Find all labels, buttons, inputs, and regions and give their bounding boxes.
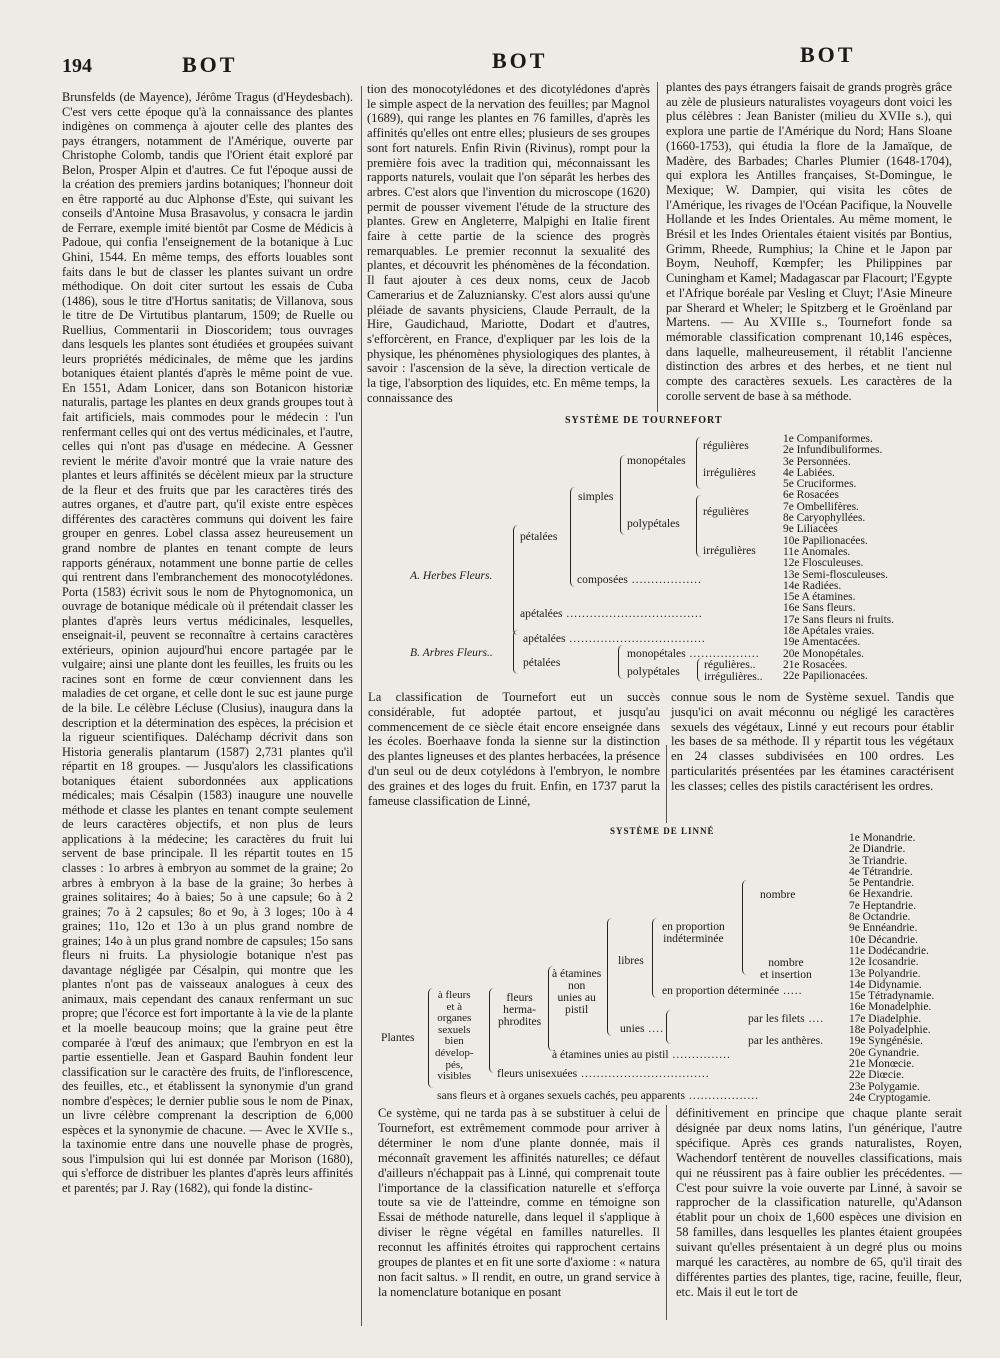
label-libres: libres xyxy=(618,954,644,967)
brace-unies xyxy=(666,1010,671,1044)
brace-herbes xyxy=(513,525,518,635)
linne-class-24: 24e Cryptogamie. xyxy=(849,1091,931,1104)
tournefort-class-7: 7e Ombellifères. xyxy=(783,500,859,513)
label-en-prop-indet: en proportion indéterminée xyxy=(662,920,725,945)
tournefort-class-13: 13e Semi-flosculeuses. xyxy=(783,568,889,581)
linne-class-14: 14e Didynamie. xyxy=(849,978,922,991)
mid-left-text: La classification de Tournefort eut un succès considérable, fut adoptée partout, et jusqu'au commencement de ce siècle était encore enseignée dans les écoles. Boerhaave fonda la sienne sur la distinction des plantes ligneuses et des plantes herbacées, la présence d'un seul ou de deux cotylédons à l'embryon, le nombre des graines et des loges du fruit. Enfin, en 1737 parut la fameuse classification de Linné, xyxy=(368,690,660,808)
linne-class-12: 12e Icosandrie. xyxy=(849,956,919,969)
tournefort-class-20: 20e Monopétales. xyxy=(783,647,864,660)
tournefort-classes-list xyxy=(783,434,894,683)
tournefort-class-8: 8e Caryophyllées. xyxy=(783,512,866,525)
apetalees-text: apétalées xyxy=(520,607,563,620)
label-herbes: A. Herbes Fleurs. xyxy=(410,569,493,582)
label-petalees: pétalées xyxy=(520,530,558,543)
label-apetalees: apétalées ................................... xyxy=(520,607,703,620)
label-par-antheres: par les anthères. xyxy=(748,1034,824,1047)
tournefort-title: SYSTÈME DE TOURNEFORT xyxy=(565,415,723,426)
composees-text: composées xyxy=(577,573,628,586)
linne-class-16: 16e Monadelphie. xyxy=(849,1001,932,1014)
brace-classes-tournefort xyxy=(776,437,780,681)
column-2-text: tion des monocotylédones et des dicotylédones d'après le simple aspect de la nervation des feuilles; par Magnol (1689), qui range les plantes en 76 familles, d'après les affinités qu'elles ont entre elles; plusieurs de ses groupes sont fort naturels. Enfin Rivin (Rivinus), rompt pour la première fois avec la tradition qui, méconnaissant les rapports naturels, voulait que l'on séparât les herbes des arbres. C'est alors que l'invention du microscope (1620) permit de pousser vivement l'étude de la structure des plantes. Grew en Angleterre, Malpighi en Italie firent faire à cette partie de la science des progrès remarquables. Le premier reconnut la sexualité des plantes, et découvrit les phénomènes de la fécondation. Il faut ajouter à ces deux noms, ceux de Jacob Camerarius et de Zaluzniansky. C'est alors aussi qu'une pléiade de savants physiciens, Claude Perrault, de la Hire, Gaudichaud, Mariotte, Dodart et d'autres, s'efforcèrent, en France, d'expliquer par les lois de la physique, les phénomènes physiologiques des plantes, à savoir : l'ascension de la sève, la direction verticale de la tige, l'absorption des liquides, etc. En même temps, la connaissance des xyxy=(367,82,650,405)
bottom-left-text: Ce système, qui ne tarda pas à se substituer à celui de Tournefort, est extrêmement commode pour arriver à déterminer le nom d'une plante donnée, mais il méconnaît gravement les affinités naturelles; ce défaut d'ailleurs n'échappait pas à Linné, qui comprenait toute l'importance de la classification naturelle et s'efforça toute sa vie de l'atteindre, comme en témoigne son Essai de méthode naturelle, dans lequel il s'applique à diviser le règne végétal en familles naturelles. Il reconnut les affinités étroites qui rapprochent certains groupes de plantes et en fit une sorte d'axiome : « natura non facit saltus. » Il rendit, en outre, un grand service à la nomenclature botanique en posant xyxy=(378,1106,660,1299)
linne-class-21: 21e Monœcie. xyxy=(849,1057,915,1070)
linne-class-10: 10e Décandrie. xyxy=(849,933,918,946)
linne-class-17: 17e Diadelphie. xyxy=(849,1012,922,1025)
label-regulieres-1: régulières xyxy=(703,439,749,452)
brace-en-prop-indet xyxy=(742,880,747,975)
label-simples: simples xyxy=(578,490,614,503)
label-polypetales: polypétales xyxy=(627,517,680,530)
unies-text: unies xyxy=(620,1022,645,1035)
label-b-polypetales: polypétales xyxy=(627,665,680,678)
brace-b-polypetales xyxy=(697,658,702,682)
tournefort-class-5: 5e Cruciformes. xyxy=(783,478,857,491)
label-a-fleurs: à fleurs et à organes sexuels bien dévelop- pés, visibles xyxy=(435,989,474,1083)
label-monopetales: monopétales xyxy=(627,454,686,467)
sans-fleurs-text: sans fleurs et à organes sexuels cachés, peu apparents xyxy=(437,1089,685,1102)
brace-simples xyxy=(620,455,625,535)
label-par-filets: par les filets .... xyxy=(748,1012,825,1025)
tournefort-class-12: 12e Flosculeuses. xyxy=(783,557,864,570)
linne-class-8: 8e Octandrie. xyxy=(849,911,911,924)
linne-class-3: 3e Triandrie. xyxy=(849,854,908,867)
brace-monopetales xyxy=(696,437,701,489)
label-b-regulieres: régulières.. xyxy=(704,658,756,671)
tournefort-class-17: 17e Sans fleurs ni fruits. xyxy=(783,613,895,626)
label-unies: unies .... xyxy=(620,1022,664,1035)
label-nombre-insertion: nombre et insertion xyxy=(760,956,812,981)
linne-class-18: 18e Polyadelphie. xyxy=(849,1024,931,1037)
linne-class-11: 11e Dodécandrie. xyxy=(849,944,929,957)
tournefort-class-6: 6e Rosacées xyxy=(783,489,839,502)
b-monopetales-text: monopétales xyxy=(627,647,686,660)
linne-class-2: 2e Diandrie. xyxy=(849,843,906,856)
linne-class-1: 1e Monandrie. xyxy=(849,832,916,844)
label-b-monopetales: monopétales .................. xyxy=(627,647,760,660)
brace-polypetales xyxy=(696,495,701,557)
fleurs-unisexuees-text: fleurs unisexuées xyxy=(497,1067,578,1080)
bottom-right-text: définitivement en principe que chaque plante serait désignée par deux noms latins, l'un générique, l'autre spécifique. Après ces grands naturalistes, Royen, Wachendorf tentèrent de nouvelles classifications, mais qui ne réussirent pas à faire oublier les précédentes. — C'est pour suivre la voie ouverte par Linné, à savoir se rapprocher de la classification naturelle, qu'Adanson établit pour un choix de 1,600 espèces une division en 58 familles, dans lesquelles les plantes étaient groupées suivant qu'elles présentaient à un degré plus ou moins marqué les caractères, au nombre de 65, qu'il tirait des différentes parties des plantes, tige, racine, feuille, fleur, etc. Mais il eut le tort de xyxy=(676,1106,962,1299)
column-divider-2 xyxy=(657,82,658,412)
tournefort-class-10: 10e Papilionacées. xyxy=(783,534,868,547)
column-3-text: plantes des pays étrangers faisait de grands progrès grâce au zèle de plusieurs naturalistes voyageurs dont voici les plus célèbres : Jean Banister (milieu du XVIIe s.), qui explora une partie de l'Amérique du Nord; Hans Sloane (1660-1753), qui étudia la flore de la Jamaïque, de Madère, des Barbades; Charles Plumier (1648-1704), qui explora les Antilles françaises, St-Domingue, le Mexique; W. Dampier, qui visita les côtes de l'Amérique, les rivages de l'Océan Pacifique, la Nouvelle Hollande et les Indes Orientales. Au même moment, le Brésil et les Indes Orientales étaient visités par Bontius, Grimm, Rheede, Rumphius; la Chine et le Japon par Boym, Neuhoff, Kœmpfer; les Philippines par Cuningham et Kamel; Madagascar par Flacourt; l'Egypte et l'Afrique boréale par Vesling et Cluyt; l'Asie Mineure par Sherard et Wheler; le Spitzberg et le Groënland par Martens. — Au XVIIIe s., Tournefort fonde sa mémorable classification comprenant 10,146 espèces, dans laquelle, malheureusement, il rétablit l'ancienne distinction des arbres et des herbes, et ne tient nul compte des caractères sexuels. Les caractères de la corolle servent de base à sa méthode. xyxy=(666,80,952,403)
linne-class-22: 22e Diœcie. xyxy=(849,1069,905,1082)
page-number: 194 xyxy=(62,55,92,77)
label-arbres: B. Arbres Fleurs.. xyxy=(410,646,493,659)
b-apetalees-text: apétalées xyxy=(523,632,566,645)
label-regulieres-2: régulières xyxy=(703,505,749,518)
column-divider-1 xyxy=(361,86,362,1326)
brace-plantes xyxy=(428,988,433,1088)
label-b-apetalees: apétalées ................................... xyxy=(523,632,706,645)
label-etamines-unies: à étamines unies au pistil ............... xyxy=(552,1048,731,1061)
linne-class-9: 9e Ennéandrie. xyxy=(849,922,918,935)
tournefort-class-11: 11e Anomales. xyxy=(783,545,851,558)
label-en-prop-det: en proportion déterminée ..... xyxy=(662,984,803,997)
linne-title: SYSTÈME DE LINNÉ xyxy=(610,826,715,836)
tournefort-class-3: 3e Personnées. xyxy=(783,455,851,468)
tournefort-class-4: 4e Labiées. xyxy=(783,466,835,479)
label-b-irregulieres: irrégulières.. xyxy=(704,670,763,683)
par-filets-text: par les filets xyxy=(748,1012,805,1025)
brace-libres xyxy=(652,918,657,998)
linne-class-5: 5e Pentandrie. xyxy=(849,877,915,890)
linne-class-19: 19e Syngénésie. xyxy=(849,1035,924,1048)
brace-arbres xyxy=(513,630,518,674)
linne-class-15: 15e Tétradynamie. xyxy=(849,990,935,1003)
header-center: BOT xyxy=(492,48,548,73)
linne-class-4: 4e Tétrandrie. xyxy=(849,865,913,878)
label-plantes: Plantes xyxy=(381,1031,415,1044)
tournefort-class-9: 9e Liliacées xyxy=(783,523,838,536)
mid-right-text: connue sous le nom de Système sexuel. Tandis que jusqu'ici on avait méconnu ou négligé les caractères sexuels des végétaux, Linné y eut recours pour établir les bases de sa méthode. Il y répartit tous les végétaux en 24 classes subdivisées en 100 ordres. Les particularités présentées par les étamines caractérisent les classes; celles des pistils caractérisent les ordres. xyxy=(671,690,954,793)
linne-class-23: 23e Polygamie. xyxy=(849,1080,920,1093)
column-divider-4 xyxy=(666,1105,667,1320)
linne-classes-list xyxy=(849,833,934,1104)
label-irregulieres-1: irrégulières xyxy=(703,466,756,479)
tournefort-class-14: 14e Radiées. xyxy=(783,579,842,592)
en-prop-det-text: en proportion déterminée xyxy=(662,984,780,997)
column-1-text: Brunsfelds (de Mayence), Jérôme Tragus (d'Heydesbach). C'est vers cette époque qu'à la connaissance des plantes indigènes on commença à ajouter celle des plantes des pays étrangers, notamment de l'Amérique, ouverte par Christophe Colomb, tandis que l'Orient était exploré par Belon, Prosper Alpin et d'autres. Ce fut l'époque aussi de la création des premiers jardins botaniques; l'honneur doit en être rapporté au duc Alphonse d'Este, qui suivant les conseils d'Antoine Musa Brasavolus, y consacra le jardin de Ferrare, exemple imité bientôt par Cosme de Médicis à Padoue, qui confia l'enseignement de la botanique à Luc Ghini, 1544. En même temps, des efforts louables sont faits dans le but de classer les plantes suivant un ordre méthodique. On doit citer surtout les essais de Cuba (1486), sous le titre d'Hortus sanitatis; de Villanova, sous le titre de De Virtutibus plantarum, 1509; de Ruelle ou Ruellius, Commentarii in Dioscoridem; tous ouvrages dans lesquels les plantes sont étudiées et groupées suivant leurs propriétés médicinales, de même que les jardins botaniques étaient plantés d'après le même point de vue. En 1551, Adam Lonicer, dans son Botanicon historiæ naturalis, partage les plantes en deux grands groupes tout à fait artificiels, mais commodes pour le médecin : l'un renfermant celles qui ont des vertus médicinales, et l'autre, celles qui n'ont pas d'usage en médecine. A Gessner revient le mérite d'avoir montré que la vraie nature des plantes et leurs affinités se décèlent mieux par la structure de la fleur et des fruits que par les caractères tirés des autres organes, et d'autre part, qu'il existe entre espèces différentes des caractères communs qui doivent les faire grouper en genres. Lobel classa assez heureusement un grand nombre de plantes en tenant compte de leurs rapports généraux, notamment une bonne partie de celles qui rentrent dans l'embranchement des monocotylédones. Porta (1583) écrivit sous le nom de Phytognomonica, un ouvrage de botanique médicale où il prétendait classer les plantes d'après leurs vertus médicinales, lesquelles, enseignait-il, peuvent se reconnaître à certains caractères extérieurs, opinion aujourd'hui encore partagée par le vulgaire; ainsi une plante dont les feuilles, les fruits ou les racines sont en forme de cœur conviennent dans les maladies de cet organe, et celle dont le suc est jaune purge de la bile. Le célèbre Lécluse (Clusius), inaugura dans la description et la détermination des espèces, la précision et la rigueur scientifiques. Daléchamp décrivit dans son Historia generalis plantarum (1587) 2,731 plantes qu'il répartit en 18 groupes. — Jusqu'alors les classifications botaniques étaient subordonnées aux applications médicales; mais Césalpin (1583) inaugure une nouvelle méthode et classe les plantes en tenant compte seulement de leurs caractères objectifs, et non plus de leurs applications à la médecine; les caractères du fruit lui servent de base principale. Il les répartit toutes en 15 classes : 1o arbres à embryon au sommet de la graine; 2o arbres à embryon à la base de la graine; 3o herbes à graines solitaires; 4o à baies; 5o à une capsule; 6o à 2 graines; 7o à 2 capsules; 8o et 9o, à 3 loges; 10o à 4 graines; 11o, 12o et 13o à un plus grand nombre de graines; 14o à un plus grand nombre de capsules; 15o sans fleurs ni fruits. La physiologie botanique n'est pas davantage négligée par Césalpin, qui montre que les plantes n'ont pas de vaisseaux analogues à ceux des animaux, mais cependant des canaux renfermant un suc propre; que l'écorce est fort importante à la vie de la plante et la moelle beaucoup moins; que la graine peut être comparée à l'œuf des animaux; que l'embryon en est la partie essentielle. Jean et Gaspard Bauhin fondent leur classification sur le caractère des fruits, de l'inflorescence, des feuilles, etc., et établissent la synonymie d'un grand nombre d'espèces; le dernier publie sous le nom de Pinax, un livre célèbre comprenant la description de 6,000 espèces et la synonymie de chacune. — Avec le XVIIe s., la taxinomie entre dans une nouvelle phase de progrès, sous l'impulsion qui lui est donnée par Morison (1680), qui s'efforce de distribuer les plantes d'après leurs affinités et parentés; par J. Ray (1682), qui fonde la distinc- xyxy=(62,90,353,1196)
linne-class-13: 13e Polyandrie. xyxy=(849,967,921,980)
label-sans-fleurs: sans fleurs et à organes sexuels cachés, peu apparents .................. xyxy=(437,1089,760,1102)
label-composees: composées .................. xyxy=(577,573,702,586)
tournefort-class-15: 15e A étamines. xyxy=(783,591,856,604)
header-right: BOT xyxy=(800,42,856,67)
tournefort-class-22: 22e Papilionacées. xyxy=(783,670,868,683)
label-a-etamines: à étamines non unies au pistil xyxy=(552,967,602,1016)
brace-petalees xyxy=(570,487,575,587)
tournefort-class-21: 21e Rosacées. xyxy=(783,658,848,671)
label-nombre: nombre xyxy=(760,888,796,901)
label-fleurs-herma: fleurs herma- phrodites xyxy=(498,991,542,1028)
brace-a-etamines xyxy=(607,918,612,1036)
tournefort-class-18: 18e Apétales vraies. xyxy=(783,625,875,638)
label-b-petalees: pétalées xyxy=(523,656,561,669)
tournefort-class-2: 2e Infundibuliformes. xyxy=(783,444,883,457)
linne-class-20: 20e Gynandrie. xyxy=(849,1046,920,1059)
label-fleurs-unisexuees: fleurs unisexuées ................................. xyxy=(497,1067,710,1080)
linne-class-6: 6e Hexandrie. xyxy=(849,888,913,901)
column-divider-3 xyxy=(666,745,667,823)
tournefort-class-19: 19e Amentacées. xyxy=(783,636,861,649)
tournefort-class-1: 1e Companiformes. xyxy=(783,433,873,445)
brace-b-petalees xyxy=(618,645,623,679)
linne-class-7: 7e Heptandrie. xyxy=(849,899,917,912)
etamines-unies-text: à étamines unies au pistil xyxy=(552,1048,669,1061)
brace-a-fleurs xyxy=(489,988,494,1073)
header-left: BOT xyxy=(182,52,238,77)
tournefort-class-16: 16e Sans fleurs. xyxy=(783,602,856,615)
label-irregulieres-2: irrégulières xyxy=(703,544,756,557)
